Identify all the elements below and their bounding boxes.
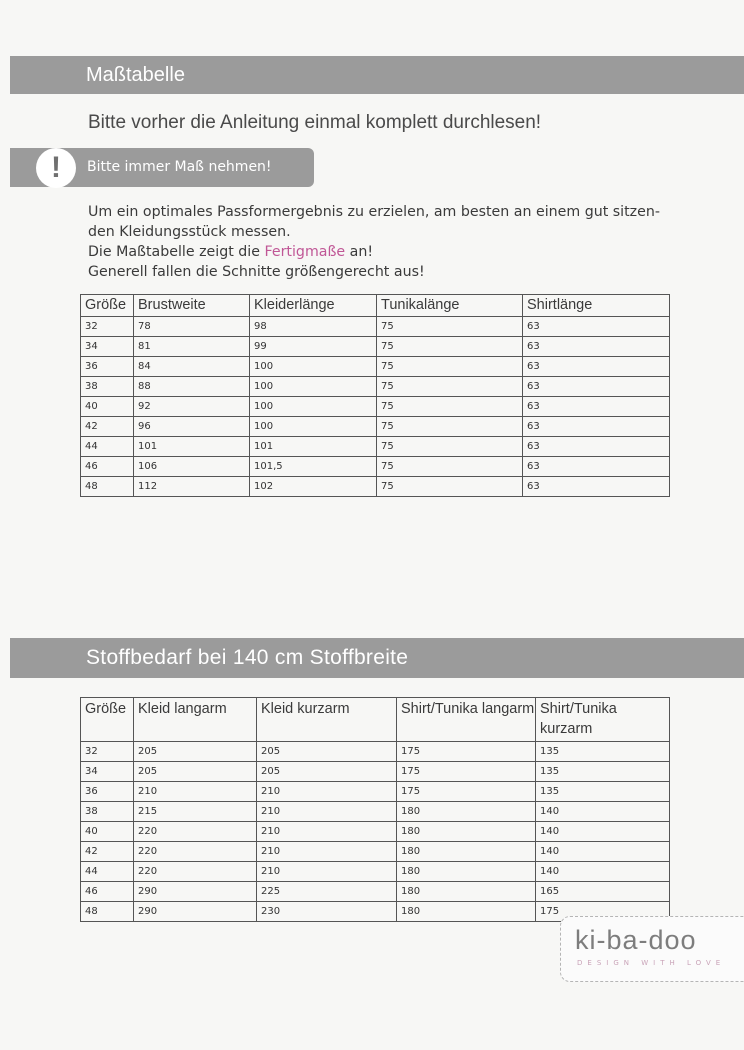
- table-cell: 75: [377, 377, 523, 397]
- table-cell: 63: [523, 317, 670, 337]
- table-cell: 106: [134, 457, 250, 477]
- table-cell: 101,5: [250, 457, 377, 477]
- table-cell: 44: [81, 862, 134, 882]
- highlight-fertigmasse: Fertigmaße: [264, 244, 346, 260]
- table-cell: 40: [81, 397, 134, 417]
- table-row: [81, 317, 670, 337]
- table-row: [81, 762, 670, 782]
- table-cell: 210: [257, 802, 397, 822]
- table-cell: 48: [81, 477, 134, 497]
- table-cell: 75: [377, 477, 523, 497]
- table-cell: 180: [397, 842, 536, 862]
- table-cell: 99: [250, 337, 377, 357]
- table-cell: 230: [257, 902, 397, 922]
- table-cell: 135: [536, 762, 670, 782]
- table-cell: 63: [523, 437, 670, 457]
- table-cell: 78: [134, 317, 250, 337]
- table-header-row: [81, 295, 670, 317]
- table-cell: 84: [134, 357, 250, 377]
- table-cell: 75: [377, 317, 523, 337]
- table-cell: 100: [250, 397, 377, 417]
- table-cell: 180: [397, 882, 536, 902]
- table-cell: 215: [134, 802, 257, 822]
- table-cell: 34: [81, 337, 134, 357]
- table-header-row: [81, 698, 670, 742]
- column-header: Größe: [81, 295, 134, 317]
- table-cell: 290: [134, 902, 257, 922]
- table-cell: 140: [536, 862, 670, 882]
- section-header-masstabelle: [10, 56, 744, 94]
- exclamation-icon: !: [36, 148, 76, 188]
- table-cell: 63: [523, 337, 670, 357]
- table-cell: 75: [377, 417, 523, 437]
- table-cell: 98: [250, 317, 377, 337]
- table-cell: 175: [397, 782, 536, 802]
- tip-text: Bitte immer Maß nehmen!: [87, 159, 272, 175]
- table-cell: 140: [536, 802, 670, 822]
- section-header-stoffbedarf: [10, 638, 744, 678]
- table-cell: 225: [257, 882, 397, 902]
- table-cell: 220: [134, 842, 257, 862]
- intro-line: [88, 242, 668, 262]
- table-row: [81, 862, 670, 882]
- table-cell: 38: [81, 377, 134, 397]
- table-cell: 32: [81, 742, 134, 762]
- table-cell: 180: [397, 902, 536, 922]
- table-cell: 205: [257, 742, 397, 762]
- intro-paragraph: [88, 202, 668, 282]
- table-cell: 63: [523, 357, 670, 377]
- section-title: Stoffbedarf bei 140 cm Stoffbreite: [86, 646, 409, 669]
- table-row: [81, 782, 670, 802]
- table-cell: 75: [377, 397, 523, 417]
- table-cell: 92: [134, 397, 250, 417]
- intro-line: Generell fallen die Schnitte größengerecht aus!: [88, 264, 425, 280]
- table-cell: 220: [134, 822, 257, 842]
- table-cell: 140: [536, 842, 670, 862]
- column-header: Shirt/Tunika langarm: [397, 698, 536, 742]
- brand-logo: [560, 916, 744, 982]
- table-cell: 42: [81, 417, 134, 437]
- logo-tagline: DESIGN WITH LOVE: [577, 959, 726, 967]
- logo-name: ki-ba-doo: [575, 925, 697, 955]
- table-row: [81, 882, 670, 902]
- table-cell: 63: [523, 397, 670, 417]
- table-cell: 100: [250, 357, 377, 377]
- table-cell: 135: [536, 742, 670, 762]
- table-cell: 38: [81, 802, 134, 822]
- table-row: [81, 802, 670, 822]
- table-cell: 102: [250, 477, 377, 497]
- table-cell: 165: [536, 882, 670, 902]
- column-header: Brustweite: [134, 295, 250, 317]
- column-header: Kleid langarm: [134, 698, 257, 742]
- table-cell: 210: [134, 782, 257, 802]
- table-cell: 48: [81, 902, 134, 922]
- column-header: Tunikalänge: [377, 295, 523, 317]
- table-row: [81, 822, 670, 842]
- table-cell: 180: [397, 862, 536, 882]
- intro-line: den Kleidungsstück messen.: [88, 224, 291, 240]
- table-cell: 81: [134, 337, 250, 357]
- table-cell: 32: [81, 317, 134, 337]
- table-row: [81, 377, 670, 397]
- table-cell: 175: [397, 762, 536, 782]
- column-header: Shirt/Tunika kurzarm: [536, 698, 670, 742]
- table-cell: 88: [134, 377, 250, 397]
- table-cell: 205: [257, 762, 397, 782]
- table-cell: 100: [250, 377, 377, 397]
- table-cell: 210: [257, 822, 397, 842]
- table-cell: 42: [81, 842, 134, 862]
- table-row: [81, 437, 670, 457]
- measurement-table: [80, 294, 670, 497]
- column-header: Kleid kurzarm: [257, 698, 397, 742]
- table-cell: 220: [134, 862, 257, 882]
- column-header: Shirtlänge: [523, 295, 670, 317]
- table-cell: 63: [523, 457, 670, 477]
- intro-text: Die Maßtabelle zeigt die: [88, 244, 265, 260]
- table-cell: 210: [257, 842, 397, 862]
- table-cell: 75: [377, 437, 523, 457]
- table-cell: 205: [134, 762, 257, 782]
- table-cell: 205: [134, 742, 257, 762]
- column-header: Kleiderlänge: [250, 295, 377, 317]
- column-header: Größe: [81, 698, 134, 742]
- table-cell: 100: [250, 417, 377, 437]
- table-cell: 75: [377, 357, 523, 377]
- table-cell: 175: [536, 902, 670, 922]
- table-cell: 46: [81, 457, 134, 477]
- table-cell: 135: [536, 782, 670, 802]
- intro-text: an!: [345, 244, 374, 260]
- table-cell: 36: [81, 782, 134, 802]
- table-cell: 180: [397, 802, 536, 822]
- table-row: [81, 842, 670, 862]
- table-cell: 63: [523, 377, 670, 397]
- table-row: [81, 417, 670, 437]
- table-cell: 210: [257, 782, 397, 802]
- table-cell: 140: [536, 822, 670, 842]
- fabric-requirement-table: [80, 697, 670, 922]
- table-row: [81, 477, 670, 497]
- table-cell: 34: [81, 762, 134, 782]
- table-cell: 101: [250, 437, 377, 457]
- section-title: Maßtabelle: [86, 64, 185, 86]
- table-cell: 210: [257, 862, 397, 882]
- notice-text: Bitte vorher die Anleitung einmal komplett durchlesen!: [88, 112, 542, 133]
- table-cell: 180: [397, 822, 536, 842]
- table-cell: 75: [377, 457, 523, 477]
- table-row: [81, 742, 670, 762]
- table-row: [81, 357, 670, 377]
- table-row: [81, 337, 670, 357]
- table-cell: 96: [134, 417, 250, 437]
- table-cell: 44: [81, 437, 134, 457]
- table-cell: 101: [134, 437, 250, 457]
- table-cell: 75: [377, 337, 523, 357]
- table-cell: 36: [81, 357, 134, 377]
- table-cell: 46: [81, 882, 134, 902]
- table-row: [81, 397, 670, 417]
- table-cell: 40: [81, 822, 134, 842]
- table-cell: 290: [134, 882, 257, 902]
- intro-line: Um ein optimales Passformergebnis zu erzielen, am besten an einem gut sitzen-: [88, 204, 660, 220]
- table-cell: 63: [523, 417, 670, 437]
- table-cell: 175: [397, 742, 536, 762]
- table-cell: 112: [134, 477, 250, 497]
- table-row: [81, 457, 670, 477]
- table-cell: 63: [523, 477, 670, 497]
